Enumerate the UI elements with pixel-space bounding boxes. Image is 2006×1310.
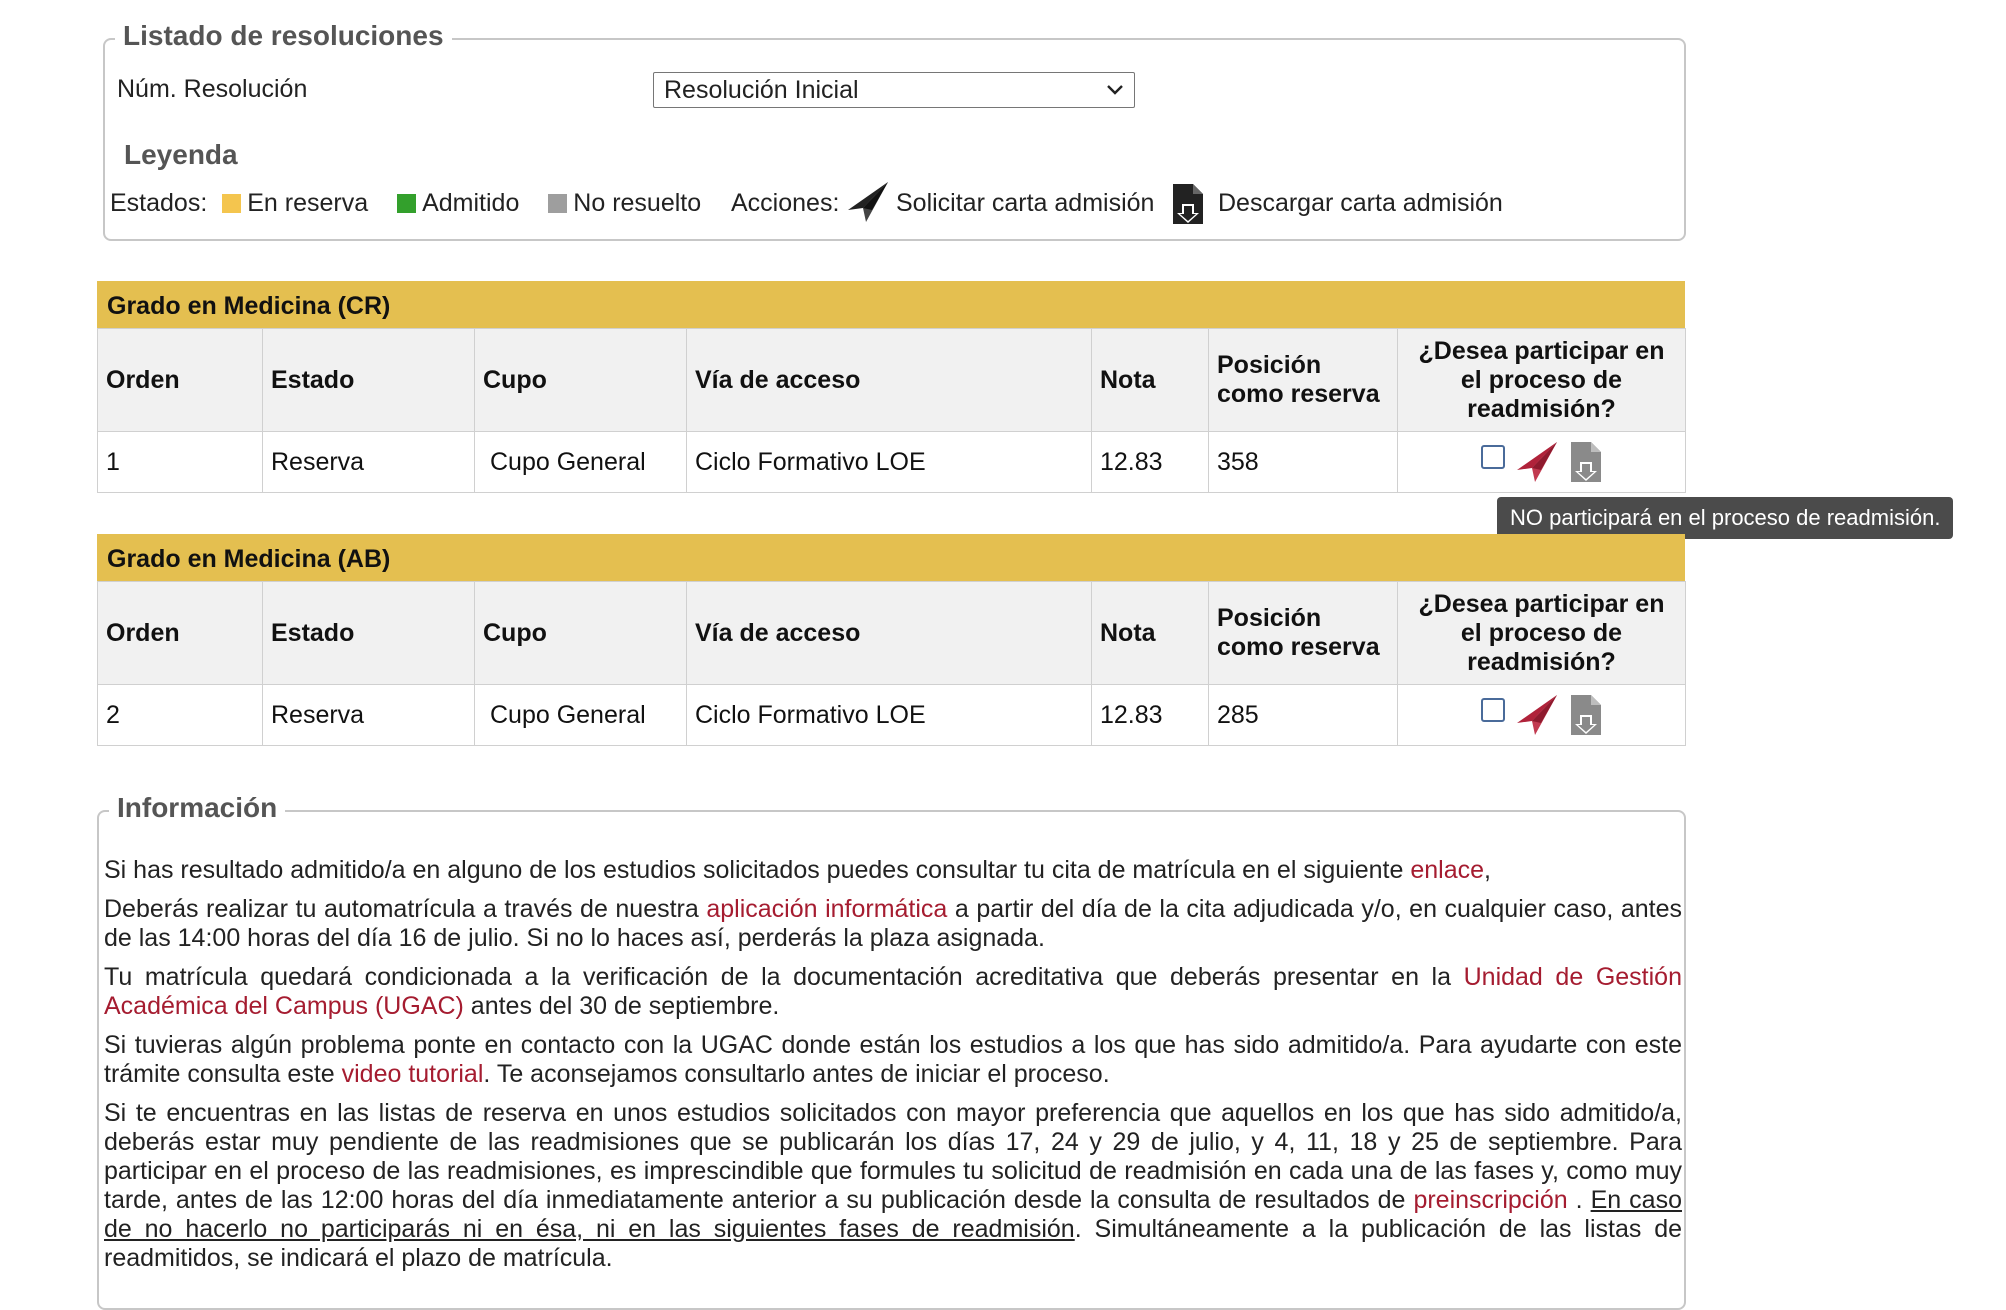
info-text: Si tuvieras algún problema ponte en contacto con la UGAC donde están los estudios a los que has sido admitido/a. Para ayudarte con este trámite consulta este	[104, 1031, 1682, 1088]
paper-plane-icon	[846, 180, 890, 224]
aplicacion-informatica-link[interactable]: aplicación informática	[706, 895, 948, 923]
resoluciones-legend: Listado de resoluciones	[115, 20, 452, 52]
acciones-label: Acciones:	[731, 189, 840, 217]
info-paragraph	[104, 856, 1682, 885]
col-cupo: Cupo	[475, 582, 687, 685]
table-row	[98, 432, 1686, 493]
info-text: . Te aconsejamos consultarlo antes de iniciar el proceso.	[483, 1060, 1110, 1088]
col-via: Vía de acceso	[687, 582, 1092, 685]
info-paragraph	[104, 895, 1682, 953]
download-document-icon[interactable]	[1569, 440, 1603, 484]
admitido-label: Admitido	[422, 189, 520, 217]
readmision-checkbox[interactable]	[1481, 698, 1505, 722]
download-document-icon	[1171, 182, 1205, 226]
estados-label: Estados:	[110, 189, 208, 217]
informacion-legend: Información	[109, 792, 285, 824]
table-row	[98, 685, 1686, 746]
cell-estado: Reserva	[263, 685, 475, 746]
cell-acciones	[1398, 432, 1686, 493]
download-document-icon[interactable]	[1569, 693, 1603, 737]
cell-cupo: Cupo General	[475, 685, 687, 746]
readmision-tooltip: NO participará en el proceso de readmisión.	[1497, 497, 1953, 539]
grado-ab-header: Grado en Medicina (AB)	[97, 534, 1685, 582]
no-resuelto-label: No resuelto	[573, 189, 702, 217]
readmision-checkbox[interactable]	[1481, 445, 1505, 469]
info-text: antes del 30 de septiembre.	[463, 992, 780, 1020]
col-orden: Orden	[98, 582, 263, 685]
en-reserva-label: En reserva	[247, 189, 369, 217]
info-text: ,	[1484, 856, 1491, 884]
info-text: a partir del día de la cita adjudicada y/o, en cualquier caso, antes de las 14:00 horas del día 16 de julio. Si no lo haces así, perderás la plaza asignada.	[104, 895, 1682, 952]
cell-nota: 12.83	[1092, 432, 1209, 493]
cell-acciones	[1398, 685, 1686, 746]
cell-posicion: 358	[1209, 432, 1398, 493]
cell-cupo: Cupo General	[475, 432, 687, 493]
col-readmision: ¿Desea participar en el proceso de readmisión?	[1398, 582, 1686, 685]
en-reserva-swatch	[222, 194, 241, 213]
col-posicion: Posición como reserva	[1209, 329, 1398, 432]
info-text: Deberás realizar tu automatrícula a través de nuestra	[104, 895, 707, 923]
no-resuelto-swatch	[548, 194, 567, 213]
col-estado: Estado	[263, 329, 475, 432]
grado-cr-table	[97, 328, 1686, 493]
grado-cr-header: Grado en Medicina (CR)	[97, 281, 1685, 329]
col-cupo: Cupo	[475, 329, 687, 432]
solicitar-carta-label: Solicitar carta admisión	[896, 189, 1155, 217]
info-text: Tu matrícula quedará condicionada a la verificación de la documentación acreditativa que deberás presentar en la	[104, 963, 1464, 991]
preinscripcion-link[interactable]: preinscripción	[1413, 1186, 1568, 1214]
informacion-body	[104, 856, 1682, 1283]
col-orden: Orden	[98, 329, 263, 432]
descargar-carta-label: Descargar carta admisión	[1218, 189, 1503, 217]
chevron-down-icon	[1106, 84, 1124, 96]
num-resolucion-label: Núm. Resolución	[117, 75, 308, 103]
col-via: Vía de acceso	[687, 329, 1092, 432]
grado-ab-table	[97, 581, 1686, 746]
resolucion-select[interactable]	[653, 72, 1135, 108]
paper-plane-icon[interactable]	[1515, 440, 1559, 484]
col-nota: Nota	[1092, 582, 1209, 685]
col-nota: Nota	[1092, 329, 1209, 432]
col-posicion: Posición como reserva	[1209, 582, 1398, 685]
info-text: . Simultáneamente a la publicación de las listas de readmitidos, se indicará el plazo de matrícula.	[104, 1215, 1683, 1272]
info-underlined-text: En caso de no hacerlo no participarás ni en ésa, ni en las siguientes fases de readmisión	[104, 1186, 1682, 1243]
cell-via: Ciclo Formativo LOE	[687, 685, 1092, 746]
col-estado: Estado	[263, 582, 475, 685]
info-text: Si has resultado admitido/a en alguno de los estudios solicitados puedes consultar tu cita de matrícula en el siguiente	[104, 856, 1411, 884]
cell-orden: 1	[98, 432, 263, 493]
cell-posicion: 285	[1209, 685, 1398, 746]
resolucion-select-value: Resolución Inicial	[664, 75, 859, 104]
col-readmision: ¿Desea participar en el proceso de readmisión?	[1398, 329, 1686, 432]
video-tutorial-link[interactable]: video tutorial	[341, 1060, 484, 1088]
info-paragraph	[104, 963, 1682, 1021]
ugac-link[interactable]: Unidad de Gestión Académica del Campus (UGAC)	[104, 963, 1682, 1020]
leyenda-title: Leyenda	[124, 139, 238, 170]
cell-estado: Reserva	[263, 432, 475, 493]
cell-nota: 12.83	[1092, 685, 1209, 746]
table-header-row	[98, 582, 1686, 685]
info-text: Si te encuentras en las listas de reserva en unos estudios solicitados con mayor preferencia que aquellos en los que has sido admitido/a, deberás estar muy pendiente de las readmisiones que se publicarán los días 17, 24 y 29 de julio, y 4, 11, 18 y 25 de septiembre. Para participar en el proceso de las readmisiones, es imprescindible que formules tu solicitud de readmisión en cada una de las fases y, como muy tarde, antes de las 12:00 horas del día inmediatamente anterior a su publicación desde la consulta de resultados de	[104, 1099, 1682, 1214]
estados-legend	[110, 189, 701, 218]
cell-via: Ciclo Formativo LOE	[687, 432, 1092, 493]
admitido-swatch	[397, 194, 416, 213]
cell-orden: 2	[98, 685, 263, 746]
table-header-row	[98, 329, 1686, 432]
info-paragraph	[104, 1031, 1682, 1089]
info-text: .	[1567, 1186, 1591, 1214]
paper-plane-icon[interactable]	[1515, 693, 1559, 737]
enlace-link[interactable]: enlace	[1410, 856, 1485, 884]
info-paragraph	[104, 1099, 1682, 1273]
